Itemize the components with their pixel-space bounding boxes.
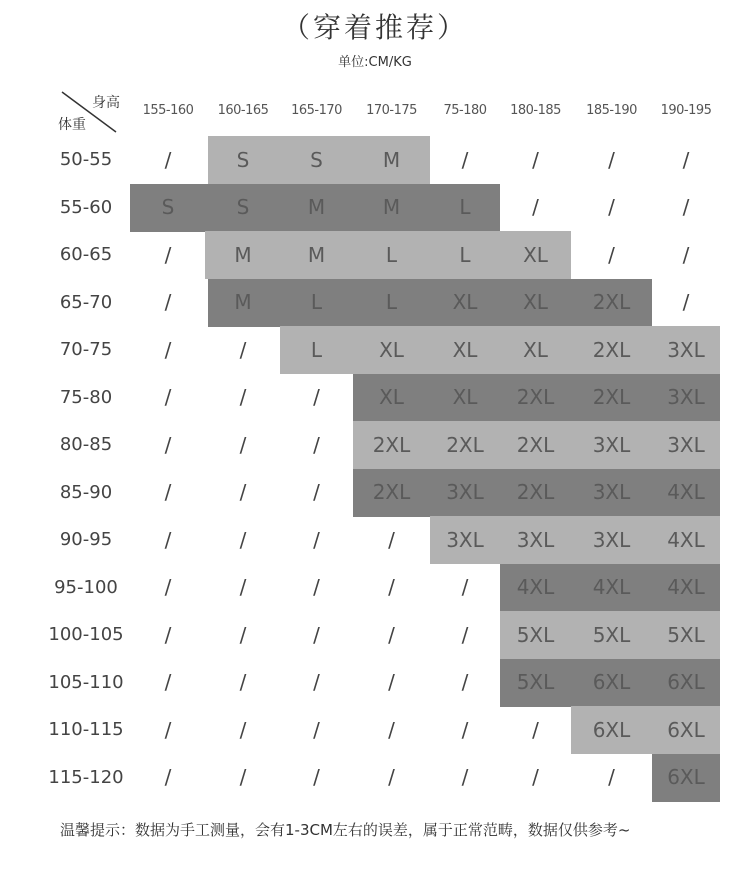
size-cell: L	[385, 242, 398, 267]
unavailable-cell: /	[164, 385, 172, 410]
size-cell: 3XL	[667, 337, 705, 362]
unavailable-cell: /	[164, 622, 172, 647]
column-header: 180-185	[510, 103, 561, 118]
size-cell: 6XL	[667, 670, 705, 695]
unavailable-cell: /	[682, 290, 690, 315]
unavailable-cell: /	[388, 527, 395, 552]
row-header-weight: 95-100	[54, 576, 118, 598]
row-header-weight: 100-105	[48, 624, 124, 645]
unavailable-cell: /	[164, 670, 172, 695]
size-cell: L	[310, 290, 323, 315]
unavailable-cell: /	[388, 765, 395, 790]
unavailable-cell: /	[388, 575, 395, 600]
size-cell: XL	[452, 290, 478, 315]
unavailable-cell: /	[461, 670, 469, 695]
unavailable-cell: /	[164, 290, 172, 315]
size-cell: 3XL	[516, 527, 555, 552]
unavailable-cell: /	[461, 147, 469, 172]
unavailable-cell: /	[164, 480, 172, 505]
page-title: （穿着推荐）	[281, 11, 468, 44]
unavailable-cell: /	[164, 575, 172, 600]
table-corner-header	[56, 88, 122, 136]
row-header-weight: 80-85	[59, 434, 113, 455]
size-cell: 3XL	[446, 527, 484, 552]
size-cell: 5XL	[516, 622, 555, 647]
unavailable-cell: /	[164, 765, 172, 790]
size-cell: 2XL	[516, 480, 555, 505]
unavailable-cell: /	[461, 575, 469, 600]
size-cell: XL	[452, 385, 478, 410]
size-cell: S	[236, 147, 250, 172]
row-header-weight: 105-110	[48, 671, 124, 693]
unavailable-cell: /	[608, 147, 615, 172]
size-cell: XL	[452, 337, 478, 362]
unavailable-cell: /	[313, 480, 320, 505]
size-cell: M	[234, 290, 252, 315]
size-cell: 2XL	[446, 432, 484, 457]
size-cell: 6XL	[667, 717, 705, 742]
size-cell: 3XL	[592, 480, 631, 505]
row-header-weight: 85-90	[59, 481, 113, 503]
size-cell: 4XL	[667, 527, 705, 552]
height-axis-label: 身高	[92, 95, 120, 111]
size-cell: 3XL	[667, 385, 705, 410]
size-cell: M	[234, 242, 252, 267]
weight-axis-label: 体重	[58, 117, 86, 133]
unavailable-cell: /	[532, 195, 539, 220]
unavailable-cell: /	[388, 717, 395, 742]
size-cell: S	[310, 147, 323, 172]
column-header: 190-195	[660, 103, 712, 118]
unit-label: 单位:CM/KG	[338, 55, 412, 70]
unavailable-cell: /	[682, 242, 690, 267]
size-cell: XL	[523, 337, 548, 362]
unavailable-cell: /	[164, 337, 172, 362]
size-cell: 2XL	[592, 337, 631, 362]
unavailable-cell: /	[239, 527, 247, 552]
unavailable-cell: /	[313, 765, 320, 790]
row-header-weight: 55-60	[59, 196, 113, 218]
unavailable-cell: /	[608, 242, 615, 267]
row-header-weight: 65-70	[59, 291, 113, 313]
column-header: 170-175	[366, 103, 417, 118]
size-cell: XL	[379, 337, 404, 362]
size-cell: XL	[523, 242, 548, 267]
size-cell: 5XL	[592, 622, 631, 647]
size-cell: 2XL	[592, 290, 631, 315]
size-cell: 5XL	[516, 670, 555, 695]
size-cell: 3XL	[592, 432, 631, 457]
row-header-weight: 50-55	[59, 149, 113, 170]
unavailable-cell: /	[532, 147, 539, 172]
unavailable-cell: /	[313, 670, 320, 695]
unavailable-cell: /	[313, 575, 320, 600]
size-cell: XL	[523, 290, 548, 315]
column-header: 160-165	[217, 103, 269, 118]
size-cell: M	[307, 242, 326, 267]
size-cell: 2XL	[372, 432, 411, 457]
unavailable-cell: /	[239, 385, 247, 410]
size-cell: 2XL	[372, 480, 411, 505]
unavailable-cell: /	[313, 385, 320, 410]
size-cell: 4XL	[667, 480, 705, 505]
unavailable-cell: /	[461, 717, 469, 742]
unavailable-cell: /	[164, 242, 172, 267]
unavailable-cell: /	[682, 195, 690, 220]
size-cell: 3XL	[592, 527, 631, 552]
unavailable-cell: /	[164, 717, 172, 742]
unavailable-cell: /	[461, 622, 469, 647]
unavailable-cell: /	[239, 622, 247, 647]
unavailable-cell: /	[682, 147, 690, 172]
unavailable-cell: /	[313, 432, 320, 457]
size-cell: M	[307, 195, 326, 220]
unavailable-cell: /	[313, 527, 320, 552]
unavailable-cell: /	[239, 717, 247, 742]
size-cell: XL	[379, 385, 404, 410]
footnote: 温馨提示：数据为手工测量，会有1-3CM左右的误差，属于正常范畴，数据仅供参考~	[60, 821, 631, 839]
unavailable-cell: /	[164, 147, 172, 172]
unavailable-cell: /	[608, 195, 615, 220]
size-cell: 2XL	[516, 432, 555, 457]
size-cell: 3XL	[446, 480, 484, 505]
size-cell: 6XL	[592, 717, 631, 742]
unavailable-cell: /	[239, 575, 247, 600]
size-cell: 3XL	[667, 432, 705, 457]
size-cell: S	[236, 195, 250, 220]
unavailable-cell: /	[239, 670, 247, 695]
unavailable-cell: /	[239, 765, 247, 790]
unavailable-cell: /	[388, 670, 395, 695]
column-header: 165-170	[291, 103, 342, 118]
unavailable-cell: /	[388, 622, 395, 647]
unavailable-cell: /	[461, 765, 469, 790]
row-header-weight: 110-115	[48, 719, 124, 740]
size-cell: 5XL	[667, 622, 705, 647]
row-header-weight: 115-120	[48, 766, 124, 788]
size-cell: 4XL	[516, 575, 555, 600]
size-cell: 2XL	[516, 385, 555, 410]
unavailable-cell: /	[608, 765, 615, 790]
size-cell: 2XL	[592, 385, 631, 410]
size-cell: S	[161, 195, 175, 220]
unavailable-cell: /	[164, 527, 172, 552]
unavailable-cell: /	[239, 432, 247, 457]
column-header: 75-180	[443, 103, 487, 118]
size-cell: 6XL	[667, 765, 705, 790]
size-cell: L	[310, 337, 323, 362]
row-header-weight: 90-95	[59, 529, 113, 550]
size-cell: 4XL	[667, 575, 705, 600]
column-header: 185-190	[586, 103, 637, 118]
unavailable-cell: /	[239, 480, 247, 505]
column-header: 155-160	[142, 103, 194, 118]
unavailable-cell: /	[239, 337, 247, 362]
size-cell: L	[459, 195, 471, 220]
size-cell: 4XL	[592, 575, 631, 600]
size-cell: L	[385, 290, 398, 315]
size-cell: L	[459, 242, 471, 267]
row-header-weight: 70-75	[59, 339, 113, 360]
unavailable-cell: /	[313, 717, 320, 742]
size-cell: M	[382, 147, 401, 172]
row-header-weight: 75-80	[59, 386, 113, 408]
unavailable-cell: /	[532, 765, 539, 790]
row-header-weight: 60-65	[59, 244, 113, 265]
size-cell: 6XL	[592, 670, 631, 695]
unavailable-cell: /	[313, 622, 320, 647]
unavailable-cell: /	[532, 717, 539, 742]
unavailable-cell: /	[164, 432, 172, 457]
size-cell: M	[382, 195, 401, 220]
